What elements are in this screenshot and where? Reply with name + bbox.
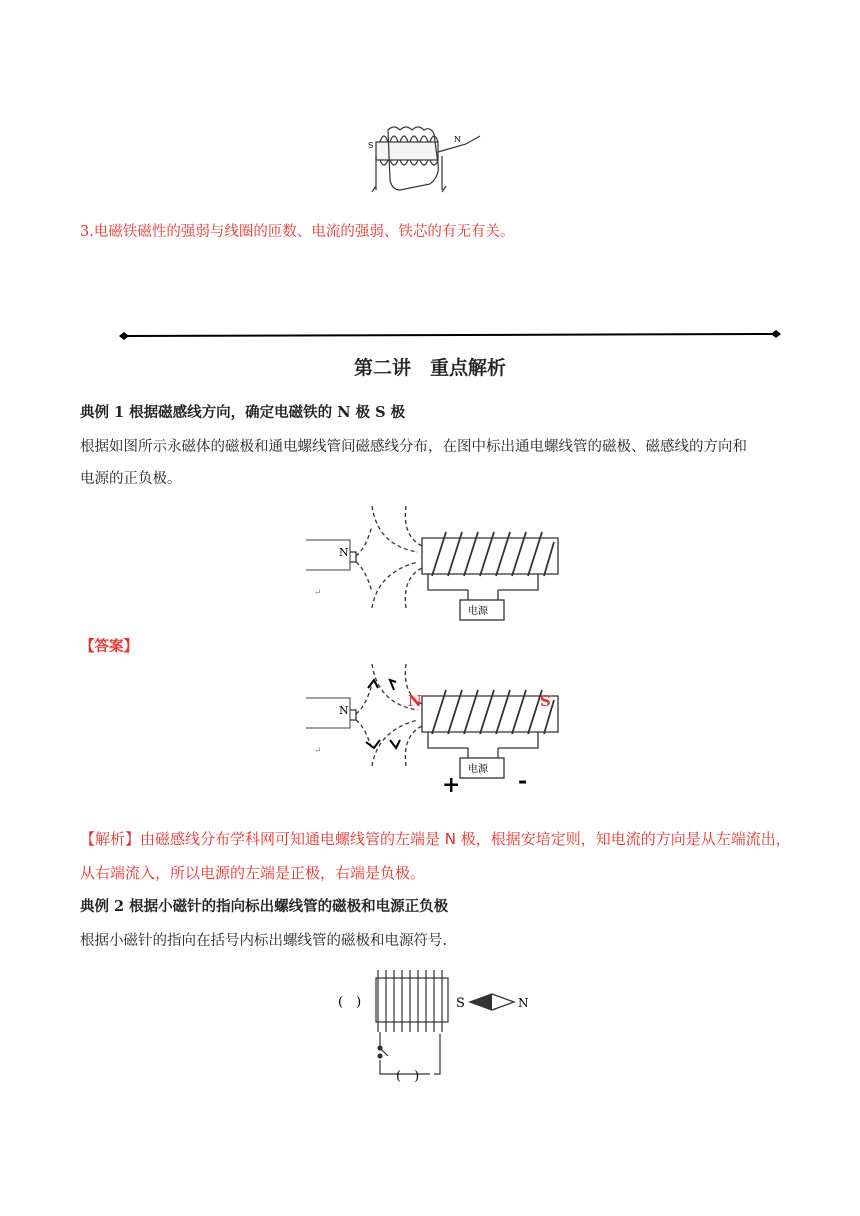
analysis-line-1: 【解析】由磁感线分布学科网可知通电螺线管的左端是 N 极，根据安培定则，知电流的方向是从左端流出， [80, 830, 791, 848]
n-pole-label: N [454, 135, 461, 144]
needle-n-label: N [518, 996, 529, 1010]
power-bracket-blank: ( ) [396, 1069, 420, 1084]
power-source-label: 电源 [468, 764, 488, 775]
return-mark-icon: ↵ [314, 746, 322, 756]
positive-terminal-label: + [442, 772, 461, 796]
magnet-n-label: N [339, 704, 349, 717]
answer-label: 【答案】 [80, 638, 138, 655]
point-3-text: 3.电磁铁磁性的强弱与线圈的匝数、电流的强弱、铁芯的有无有关。 [80, 224, 515, 240]
magnet-n-label: N [339, 546, 349, 559]
example-1-body-line-1: 根据如图所示永磁体的磁极和通电螺线管间磁感线分布，在图中标出通电螺线管的磁极、磁感线的方向和 [80, 439, 747, 455]
coil-left-pole-label: N [408, 692, 422, 710]
power-source-label: 电源 [468, 606, 488, 617]
example-1-answer-figure [302, 658, 564, 796]
return-mark-icon: ↵ [314, 588, 322, 598]
needle-s-label: S [456, 996, 465, 1011]
s-pole-label: S [368, 141, 374, 150]
left-bracket-blank: ( ) [338, 995, 362, 1010]
coil-right-pole-label: S [540, 692, 551, 710]
example-1-heading: 典例 1 根据磁感线方向，确定电磁铁的 N 极 S 极 [80, 404, 406, 421]
example-1-figure [302, 500, 564, 624]
analysis-line-2: 从右端流入，所以电源的左端是正极，右端是负极。 [80, 864, 426, 882]
example-2-heading: 典例 2 根据小磁针的指向标出螺线管的磁极和电源正负极 [80, 898, 449, 915]
example-2-figure [334, 966, 534, 1086]
section-divider [118, 328, 782, 344]
negative-terminal-label: - [518, 768, 528, 794]
right-hand-rule-figure [362, 122, 488, 206]
example-1-body-line-2: 电源的正负极。 [80, 471, 182, 487]
example-2-body: 根据小磁针的指向在括号内标出螺线管的磁极和电源符号. [80, 933, 448, 949]
section-title: 第二讲 重点解析 [353, 357, 506, 379]
